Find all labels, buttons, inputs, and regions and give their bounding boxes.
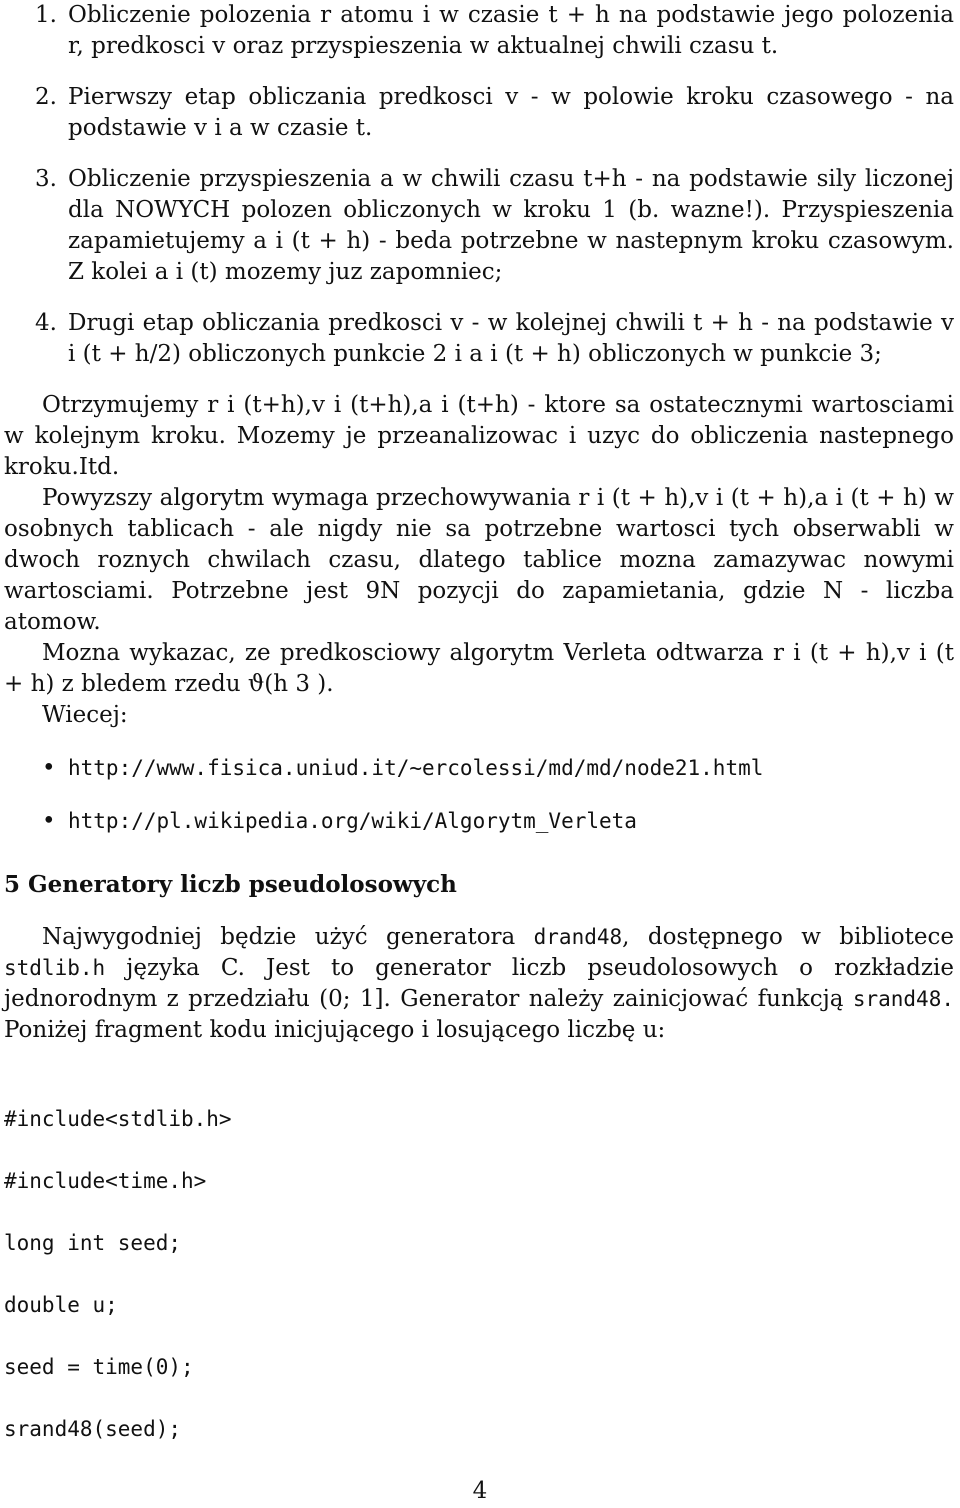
code-line: srand48(seed); bbox=[4, 1417, 182, 1441]
step-item bbox=[4, 0, 954, 62]
step-text: Obliczenie przyspieszenia a w chwili czasu t+h - na podstawie sily liczonej dla NOWYCH polozen obliczonych w kroku 1 (b. wazne!). Przyspieszenia zapamietujemy a i (t + h) - beda potrzebne w nastepnym kroku czasowym. Z kolei a i (t) mozemy juz zapomniec; bbox=[68, 166, 954, 285]
list-item bbox=[4, 753, 954, 784]
page-number: 4 bbox=[472, 1478, 488, 1504]
paragraph: Mozna wykazac, ze predkosciowy algorytm Verleta odtwarza r i (t + h),v i (t + h) z bledem rzedu ϑ(h 3 ). bbox=[4, 640, 954, 697]
step-number: 2. bbox=[35, 84, 57, 110]
step-item bbox=[4, 82, 954, 144]
algorithm-steps bbox=[4, 0, 954, 370]
list-item bbox=[4, 806, 954, 837]
step-text: Drugi etap obliczania predkosci v - w kolejnej chwili t + h - na podstawie v i (t + h/2) obliczonych punkcie 2 i a i (t + h) obliczonych w punkcie 3; bbox=[68, 310, 954, 367]
step-text: Pierwszy etap obliczania predkosci v - w polowie kroku czasowego - na podstawie v i a w czasie t. bbox=[68, 84, 954, 141]
inline-code: srand48. bbox=[852, 987, 954, 1011]
paragraph: Otrzymujemy r i (t+h),v i (t+h),a i (t+h) - ktore sa ostatecznymi wartosciami w kolejnym kroku. Mozemy je przeanalizowac i uzyc do obliczenia nastepnego kroku.Itd. bbox=[4, 392, 954, 480]
step-number: 4. bbox=[35, 310, 57, 336]
intro-text: , dostępnego w bibliotece bbox=[622, 924, 954, 950]
intro-text: Najwygodniej będzie użyć generatora bbox=[42, 924, 534, 950]
code-line: seed = time(0); bbox=[4, 1355, 194, 1379]
document-page bbox=[4, 0, 954, 1476]
paragraph: Wiecej: bbox=[42, 702, 128, 728]
paragraph: Powyzszy algorytm wymaga przechowywania r i (t + h),v i (t + h),a i (t + h) w osobnych tablicach - ale nigdy nie sa potrzebne wartosci tych obserwabli w dwoch roznych chwilach czasu, dlatego tablice mozna zamazywac nowymi wartosciami. Potrzebne jest 9N pozycji do zapamietania, gdzie N - liczba atomow. bbox=[4, 485, 954, 635]
link[interactable]: http://pl.wikipedia.org/wiki/Algorytm_Verleta bbox=[68, 809, 637, 833]
link-list bbox=[4, 753, 954, 837]
section-heading: 5 Generatory liczb pseudolosowych bbox=[4, 871, 457, 898]
inline-code: drand48 bbox=[533, 925, 623, 949]
code-line: long int seed; bbox=[4, 1231, 182, 1255]
inline-code: stdlib.h bbox=[4, 956, 106, 980]
bullet-icon: • bbox=[42, 755, 56, 781]
code-line: #include<time.h> bbox=[4, 1169, 207, 1193]
link[interactable]: http://www.fisica.uniud.it/~ercolessi/md/md/node21.html bbox=[68, 756, 764, 780]
intro-text: Poniżej fragment kodu inicjującego i losującego liczbę u: bbox=[4, 1017, 666, 1043]
code-line: #include<stdlib.h> bbox=[4, 1107, 232, 1131]
step-number: 1. bbox=[35, 2, 57, 28]
step-item bbox=[4, 164, 954, 288]
step-number: 3. bbox=[35, 166, 57, 192]
step-text: Obliczenie polozenia r atomu i w czasie t + h na podstawie jego polozenia r, predkosci v oraz przyspieszenia w aktualnej chwili czasu t. bbox=[68, 2, 954, 59]
section-intro bbox=[4, 922, 954, 1046]
intro-text: języka C. Jest to generator liczb pseudolosowych o rozkładzie jednorodnym z przedziału (0; 1]. Generator należy zainicjować funkcją bbox=[4, 955, 954, 1012]
code-block bbox=[4, 1104, 954, 1445]
bullet-icon: • bbox=[42, 808, 56, 834]
step-item bbox=[4, 308, 954, 370]
code-line: double u; bbox=[4, 1293, 118, 1317]
